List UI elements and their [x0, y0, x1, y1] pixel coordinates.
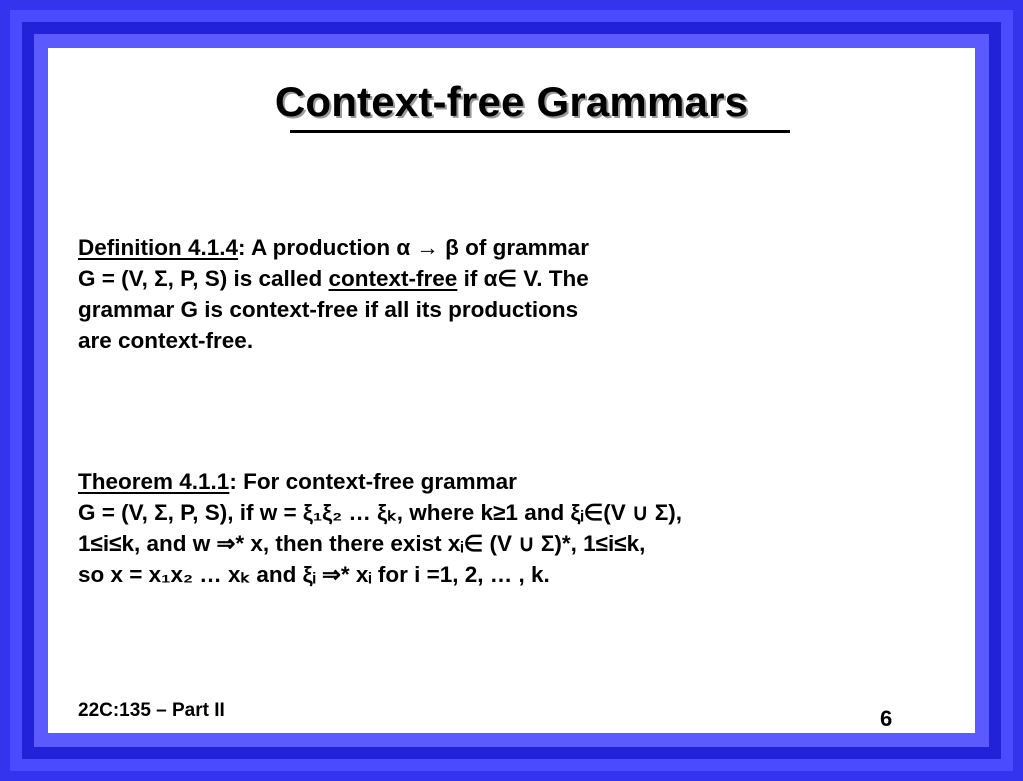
theorem-line-3: 1≤i≤k, and w ⇒* x, then there exist xᵢ∈ (V ∪ Σ)*, 1≤i≤k,	[78, 531, 646, 556]
course-footer: 22C:135 – Part II	[78, 700, 225, 721]
theorem-label: Theorem 4.1.1	[78, 469, 230, 494]
definition-line-3: grammar G is context-free if all its productions	[78, 297, 579, 322]
slide-title: Context-free Grammars	[274, 78, 749, 125]
definition-line-2b: if α∈ V. The	[463, 266, 589, 291]
theorem-line-4: so x = x₁x₂ … xₖ and ξᵢ ⇒* xᵢ for i =1, 2, … , k.	[78, 562, 550, 587]
title-underline	[290, 130, 790, 133]
theorem-block	[78, 466, 838, 590]
definition-term: context-free	[328, 266, 458, 291]
slide-canvas	[48, 48, 975, 733]
definition-block: Definition 4.1.4: A production α → β of grammar G = (V, Σ, P, S) is called context-free if α∈ V. The grammar G is context-free if all its productions are context-free.	[78, 235, 589, 353]
definition-line-4: are context-free.	[78, 328, 254, 353]
definition-line-2: G = (V, Σ, P, S) is called	[78, 266, 323, 291]
theorem-intro: : For context-free grammar	[229, 469, 517, 494]
theorem-line-2: G = (V, Σ, P, S), if w = ξ₁ξ₂ … ξₖ, where k≥1 and ξᵢ∈(V ∪ Σ),	[78, 500, 682, 525]
definition-label: Definition 4.1.4	[78, 235, 239, 260]
page-number: 6	[880, 706, 893, 731]
definition-line-1: A production α → β of grammar	[250, 235, 589, 260]
